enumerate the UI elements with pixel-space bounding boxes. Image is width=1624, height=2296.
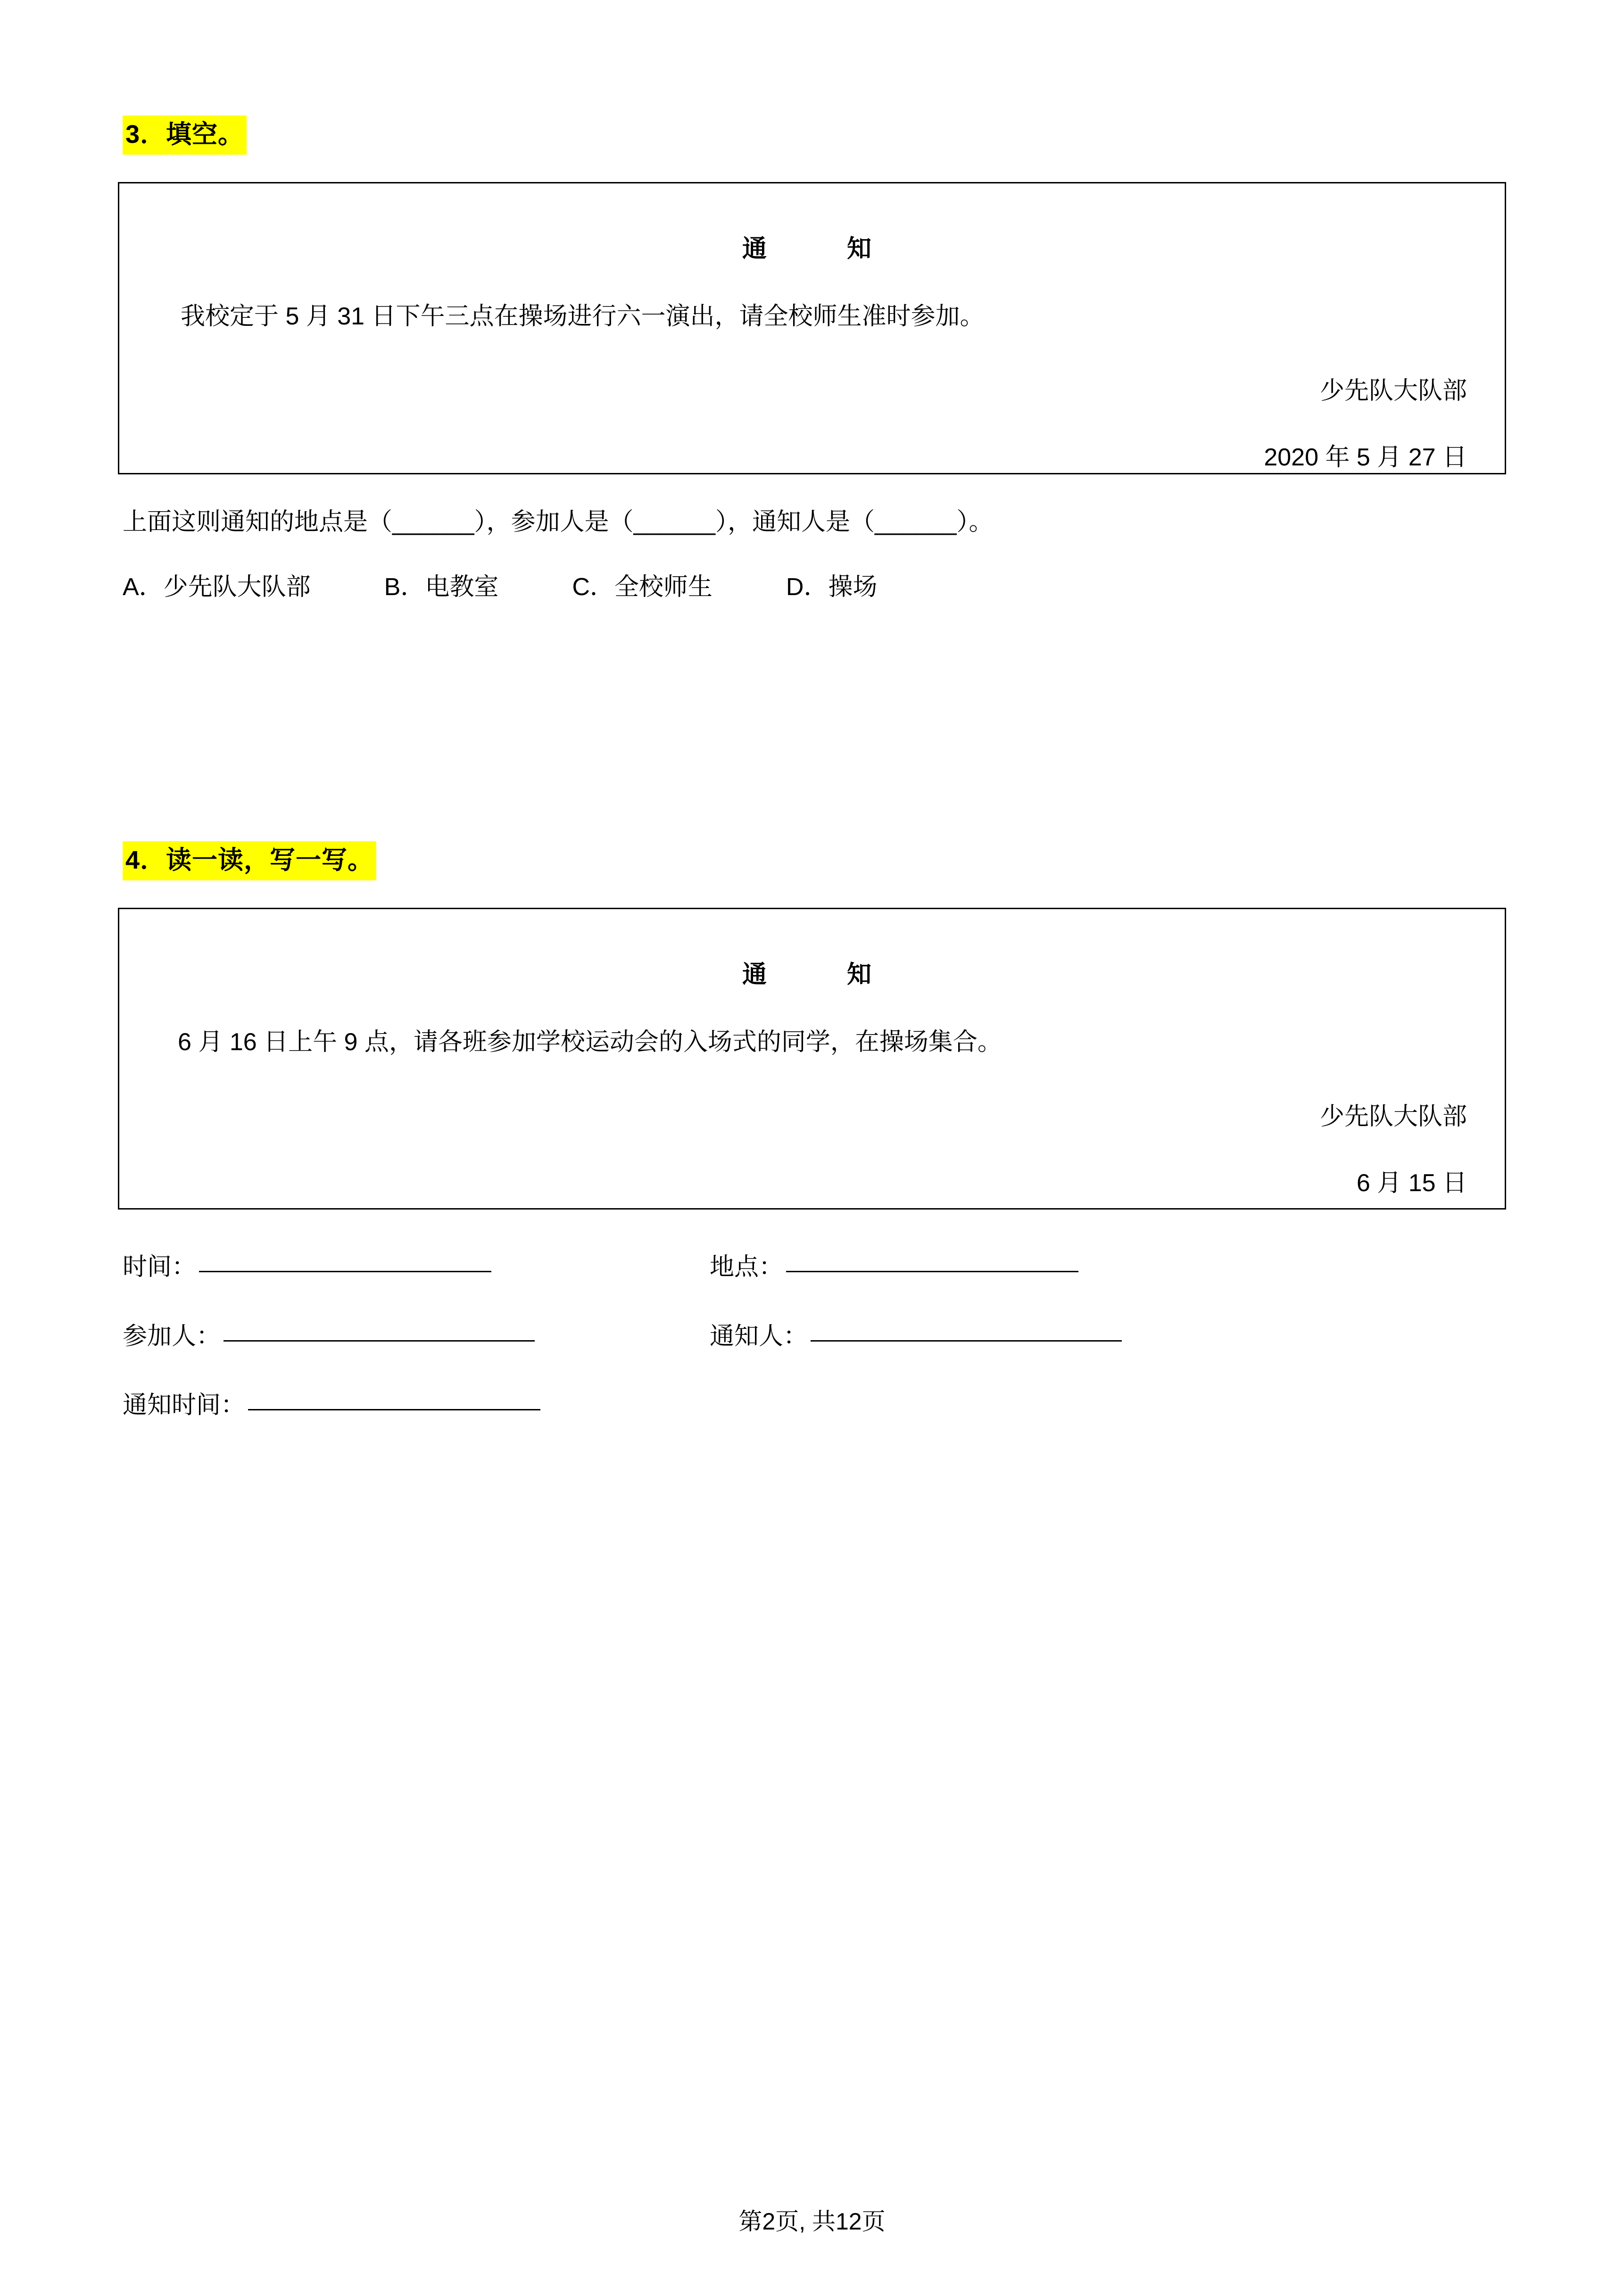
section-3-question: 上面这则通知的地点是（______），参加人是（______），通知人是（______）。 — [123, 508, 994, 536]
fill-label-participants: 参加人： — [123, 1322, 221, 1350]
fill-label-notice-date: 通知时间： — [123, 1392, 246, 1419]
page-footer: 第2页, 共12页 — [738, 2208, 886, 2235]
fill-field-notice-date — [123, 1388, 710, 1423]
fill-field-participants — [123, 1319, 710, 1354]
fill-label-notifier: 通知人： — [710, 1322, 808, 1350]
fill-field-place — [710, 1250, 1276, 1285]
fill-field-notifier — [710, 1319, 1276, 1354]
fill-row — [123, 1250, 1506, 1285]
notice-2-body: 6 月 16 日上午 9 点，请各班参加学校运动会的入场式的同学，在操场集合。 — [178, 1028, 1002, 1056]
fill-label-place: 地点： — [710, 1253, 784, 1281]
notice-1-body: 我校定于 5 月 31 日下午三点在操场进行六一演出，请全校师生准时参加。 — [181, 302, 985, 330]
section-3 — [123, 116, 1506, 155]
notice-box-2 — [118, 908, 1506, 1210]
fill-row — [123, 1319, 1506, 1354]
fill-blank-time[interactable] — [199, 1271, 491, 1272]
top-spacer — [118, 0, 1506, 116]
fill-blank-notifier[interactable] — [811, 1340, 1122, 1342]
section-gap — [118, 605, 1506, 841]
fill-field-time — [123, 1250, 710, 1285]
section-4-heading: 4．读一读，写一写。 — [123, 841, 376, 880]
section-3-options: A．少先队大队部 B．电教室 C．全校师生 D．操场 — [123, 573, 878, 601]
fill-row — [123, 1388, 1506, 1423]
fill-blank-place[interactable] — [786, 1271, 1078, 1272]
notice-1-date: 2020 年 5 月 27 日 — [1264, 443, 1467, 471]
section-3-heading: 3．填空。 — [123, 116, 247, 155]
fill-blank-notice-date[interactable] — [248, 1409, 540, 1410]
notice-2-signature: 少先队大队部 — [1319, 1102, 1467, 1130]
notice-2-title: 通 知 — [742, 961, 882, 988]
section-4 — [123, 841, 1506, 880]
notice-1-signature: 少先队大队部 — [1319, 377, 1467, 405]
fill-blank-participants[interactable] — [224, 1340, 535, 1342]
notice-1-title: 通 知 — [742, 235, 882, 263]
notice-2-date: 6 月 15 日 — [1356, 1169, 1467, 1197]
fill-label-time: 时间： — [123, 1253, 197, 1281]
fill-in-area — [123, 1250, 1506, 1423]
notice-box-1 — [118, 182, 1506, 474]
